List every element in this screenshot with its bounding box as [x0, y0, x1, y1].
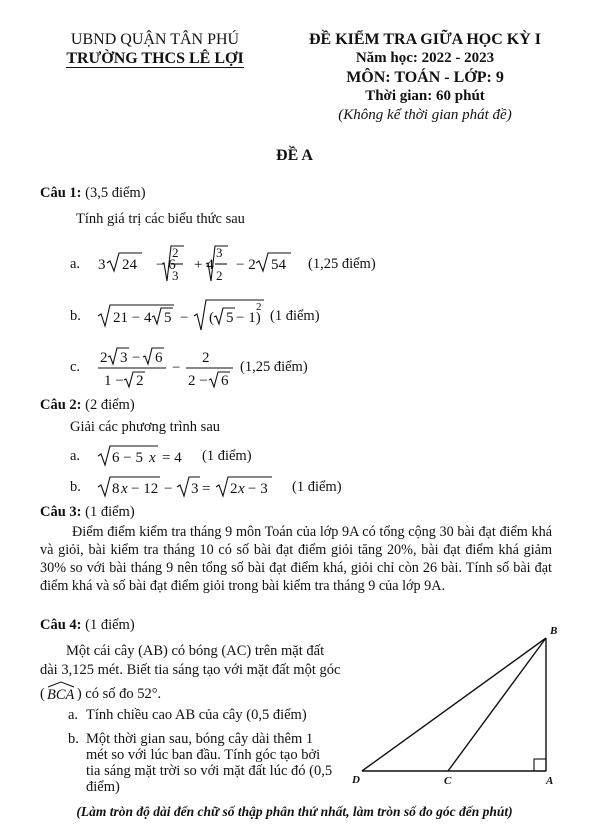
- exam-header: [290, 30, 560, 125]
- svg-text:3: 3: [191, 481, 199, 497]
- q3-heading: Câu 3: (1 điểm): [40, 504, 135, 520]
- q4-item-b-label: b.: [68, 731, 79, 747]
- svg-text:2: 2: [256, 301, 262, 313]
- svg-text:1 −: 1 −: [104, 373, 124, 389]
- svg-text:=: =: [202, 481, 211, 497]
- svg-text:2: 2: [216, 268, 223, 283]
- svg-text:2: 2: [202, 350, 210, 366]
- svg-text:−: −: [132, 350, 141, 366]
- svg-text:5: 5: [226, 310, 234, 326]
- svg-text:− 12: − 12: [131, 481, 159, 497]
- svg-text:54: 54: [271, 257, 286, 273]
- q1-item-a: a. 3 − 6 2 3 + 4 3 2 − 2 54 24 (1,25 điểm): [70, 245, 376, 283]
- svg-text:x: x: [121, 481, 128, 497]
- point-a-label: A: [546, 775, 554, 787]
- svg-text:−: −: [172, 360, 181, 376]
- q1c-expression: [96, 345, 234, 389]
- svg-text:5: 5: [164, 310, 172, 326]
- school-header: [40, 30, 270, 68]
- q1b-expression: [96, 296, 264, 336]
- point-c-label: C: [444, 775, 452, 787]
- svg-text:2: 2: [172, 245, 179, 260]
- q1a-expression: [96, 244, 302, 284]
- q1-item-c: c. 2 3 − 6 1 − 2 − 2 2 − 6 (1,25 điểm): [70, 345, 308, 389]
- svg-text:BCA: BCA: [46, 687, 75, 703]
- angle-bca-symbol: [45, 681, 77, 703]
- q2a-equation: [96, 443, 196, 469]
- q2-instruction: Giải các phương trình sau: [70, 419, 221, 435]
- q2-item-a: a. 6 − 5 x = 4 (1 điểm): [70, 443, 252, 469]
- q2b-equation: [96, 474, 292, 500]
- svg-text:21 − 4: 21 − 4: [113, 310, 152, 326]
- q4-heading: Câu 4: (1 điểm): [40, 617, 135, 633]
- svg-text:3: 3: [98, 257, 106, 273]
- point-d-label: D: [352, 774, 360, 786]
- svg-text:6: 6: [221, 373, 229, 389]
- q3-text: Điểm điểm kiểm tra tháng 9 môn Toán của lớp 9A có tổng cộng 30 bài đạt điểm khá và giỏi, bài kiểm tra tháng 10 có số bài đạt điểm giỏi tăng 20%, bài đạt điểm khá giảm 30% so với bài tháng 9 nên tổng số bài đạt điểm khá, giỏi chỉ còn 26 bài. Tính số bài đạt điểm khá và số bài đạt điểm giỏi trong bài kiểm tra tháng 9 của lớp 9A.: [40, 524, 552, 594]
- svg-text:6 − 5: 6 − 5: [112, 450, 143, 466]
- q1-item-b: b. 21 − 4 5 − ( 5 − 1) 2 (1 điểm): [70, 296, 320, 336]
- svg-text:2 −: 2 −: [188, 373, 208, 389]
- exam-code: ĐỀ A: [276, 147, 313, 164]
- rounding-note: (Làm tròn độ dài đến chữ số thập phân thứ nhất, làm tròn số đo góc đến phút): [76, 804, 513, 819]
- svg-text:8: 8: [112, 481, 120, 497]
- svg-text:− 1): − 1): [236, 310, 261, 326]
- q4-item-a: a. Tính chiều cao AB của cây (0,5 điểm): [68, 707, 307, 723]
- exam-title: ĐỀ KIỂM TRA GIỮA HỌC KỲ I: [308, 31, 542, 48]
- svg-text:− 3: − 3: [248, 481, 268, 497]
- ray-cb: [448, 638, 546, 771]
- q1-heading: Câu 1: (3,5 điểm): [40, 185, 146, 201]
- svg-text:3: 3: [120, 350, 128, 366]
- q4-line2: dài 3,125 mét. Biết tia sáng tạo với mặt đất một góc: [40, 662, 341, 678]
- svg-text:2: 2: [136, 373, 144, 389]
- q4-line3: ( BCA ) có số đo 52°.: [40, 681, 161, 703]
- svg-text:3: 3: [172, 268, 179, 283]
- svg-text:− 2: − 2: [236, 257, 256, 273]
- subject-grade: MÔN: TOÁN - LỚP: 9: [346, 69, 504, 86]
- q2-heading: Câu 2: (2 điểm): [40, 397, 135, 413]
- svg-text:= 4: = 4: [162, 450, 182, 466]
- exam-duration: Thời gian: 60 phút: [365, 88, 485, 104]
- point-b-label: B: [550, 625, 558, 637]
- tree-shadow-figure: [350, 620, 570, 790]
- ray-db: [362, 638, 546, 771]
- q4-line1: Một cái cây (AB) có bóng (AC) trên mặt đất: [66, 643, 325, 659]
- svg-text:(: (: [209, 310, 214, 326]
- svg-text:x: x: [149, 450, 156, 466]
- district-name: UBND QUẬN TÂN PHÚ: [70, 31, 240, 48]
- svg-text:24: 24: [122, 257, 137, 273]
- svg-text:−: −: [180, 310, 189, 326]
- q4-item-b-text: Một thời gian sau, bóng cây dài thêm 1 mét so với lúc ban đầu. Tính góc tạo bởi tia sáng mặt trời so với mặt đất lúc đó (0,5 điểm): [86, 731, 333, 795]
- svg-text:− 6: − 6: [156, 257, 176, 273]
- q1-instruction: Tính giá trị các biểu thức sau: [76, 211, 245, 227]
- svg-text:3: 3: [216, 245, 223, 260]
- svg-text:2: 2: [100, 350, 108, 366]
- svg-text:6: 6: [155, 350, 163, 366]
- right-angle-mark: [534, 759, 546, 771]
- duration-note: (Không kể thời gian phát đề): [338, 107, 512, 123]
- svg-text:x: x: [238, 481, 245, 497]
- school-name: TRƯỜNG THCS LÊ LỢI: [66, 50, 244, 67]
- svg-text:2: 2: [230, 481, 238, 497]
- q2-item-b: b. 8 x − 12 − 3 = 2 x − 3 (1 điểm): [70, 474, 342, 500]
- school-year: Năm học: 2022 - 2023: [355, 50, 495, 66]
- svg-text:−: −: [164, 481, 173, 497]
- svg-text:+ 4: + 4: [194, 257, 214, 273]
